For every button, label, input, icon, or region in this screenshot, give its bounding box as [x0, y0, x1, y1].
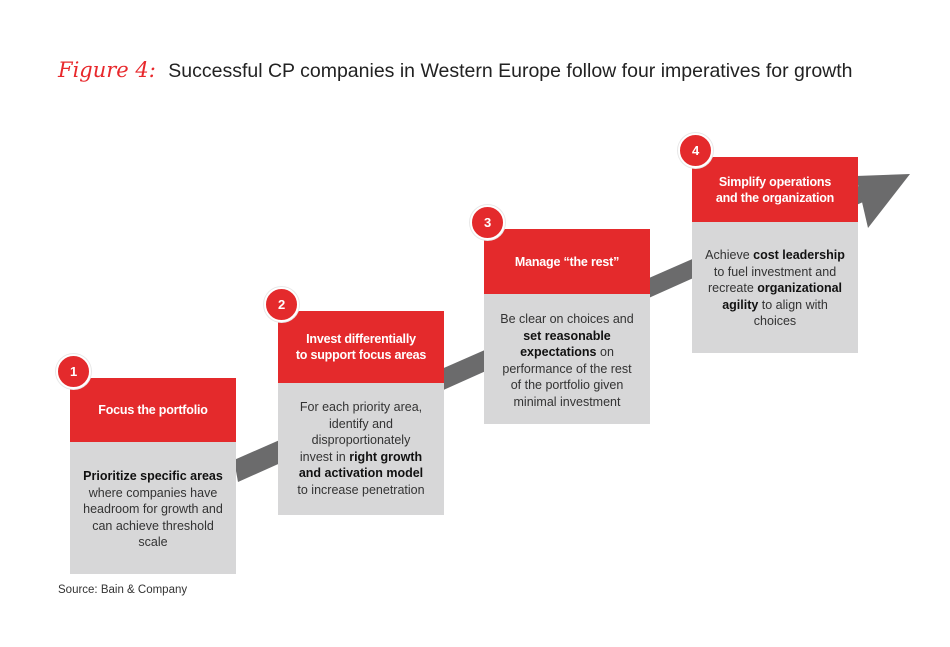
step-body-text: to align with choices: [753, 297, 828, 328]
step-2-box: [277, 296, 444, 515]
step-heading-line: Manage “the rest”: [514, 254, 620, 269]
step-4-heading: [691, 142, 858, 222]
step-3-number-badge: 3: [470, 205, 505, 240]
step-body-text: Be clear on choices and: [500, 312, 634, 326]
step-body-text: where companies have headroom for growth and can achieve threshold scale: [83, 485, 223, 549]
step-2-number-badge: 2: [264, 287, 299, 322]
step-1-heading: [69, 363, 236, 442]
step-body-emphasis: right growth and activation model: [298, 449, 424, 480]
step-3-box: [483, 214, 650, 424]
step-2-heading: [277, 296, 444, 383]
figure-title-text: Successful CP companies in Western Europe follow four imperatives for growth: [168, 60, 853, 82]
step-3-heading: [483, 214, 650, 294]
step-1-box: [69, 363, 236, 574]
step-body-emphasis: Prioritize specific areas: [83, 469, 223, 483]
figure-label: Figure 4:: [58, 58, 156, 82]
step-body-text: to fuel investment and recreate: [707, 264, 837, 295]
step-1-description: [70, 442, 236, 574]
step-4-description: [692, 222, 858, 353]
step-body-text: on performance of the rest of the portfolio given minimal investment: [502, 345, 632, 409]
step-body-emphasis: set reasonable expectations: [520, 328, 611, 359]
step-body-text: Achieve: [705, 248, 754, 262]
step-heading-line: Simplify operations: [718, 174, 832, 189]
step-body-text: to increase penetration: [297, 482, 425, 497]
step-4-number-badge: 4: [678, 133, 713, 168]
step-heading-line: Invest differentially: [306, 332, 416, 346]
step-1-number-badge: 1: [56, 354, 91, 389]
step-4-box: [691, 142, 858, 353]
step-heading-line: and the organization: [715, 190, 835, 205]
source-note: Source: Bain & Company: [58, 584, 188, 596]
step-heading-line: Focus the portfolio: [98, 403, 208, 417]
growth-arrow-head: [856, 174, 910, 228]
step-3-description: [484, 294, 650, 424]
step-heading-line: to support focus areas: [295, 348, 427, 362]
step-body-text: For each priority area, identify and disproportionately invest in: [299, 400, 423, 464]
step-2-description: [278, 383, 444, 515]
step-body-emphasis: cost leadership: [753, 248, 845, 262]
step-body-emphasis: organizational agility: [722, 281, 843, 312]
